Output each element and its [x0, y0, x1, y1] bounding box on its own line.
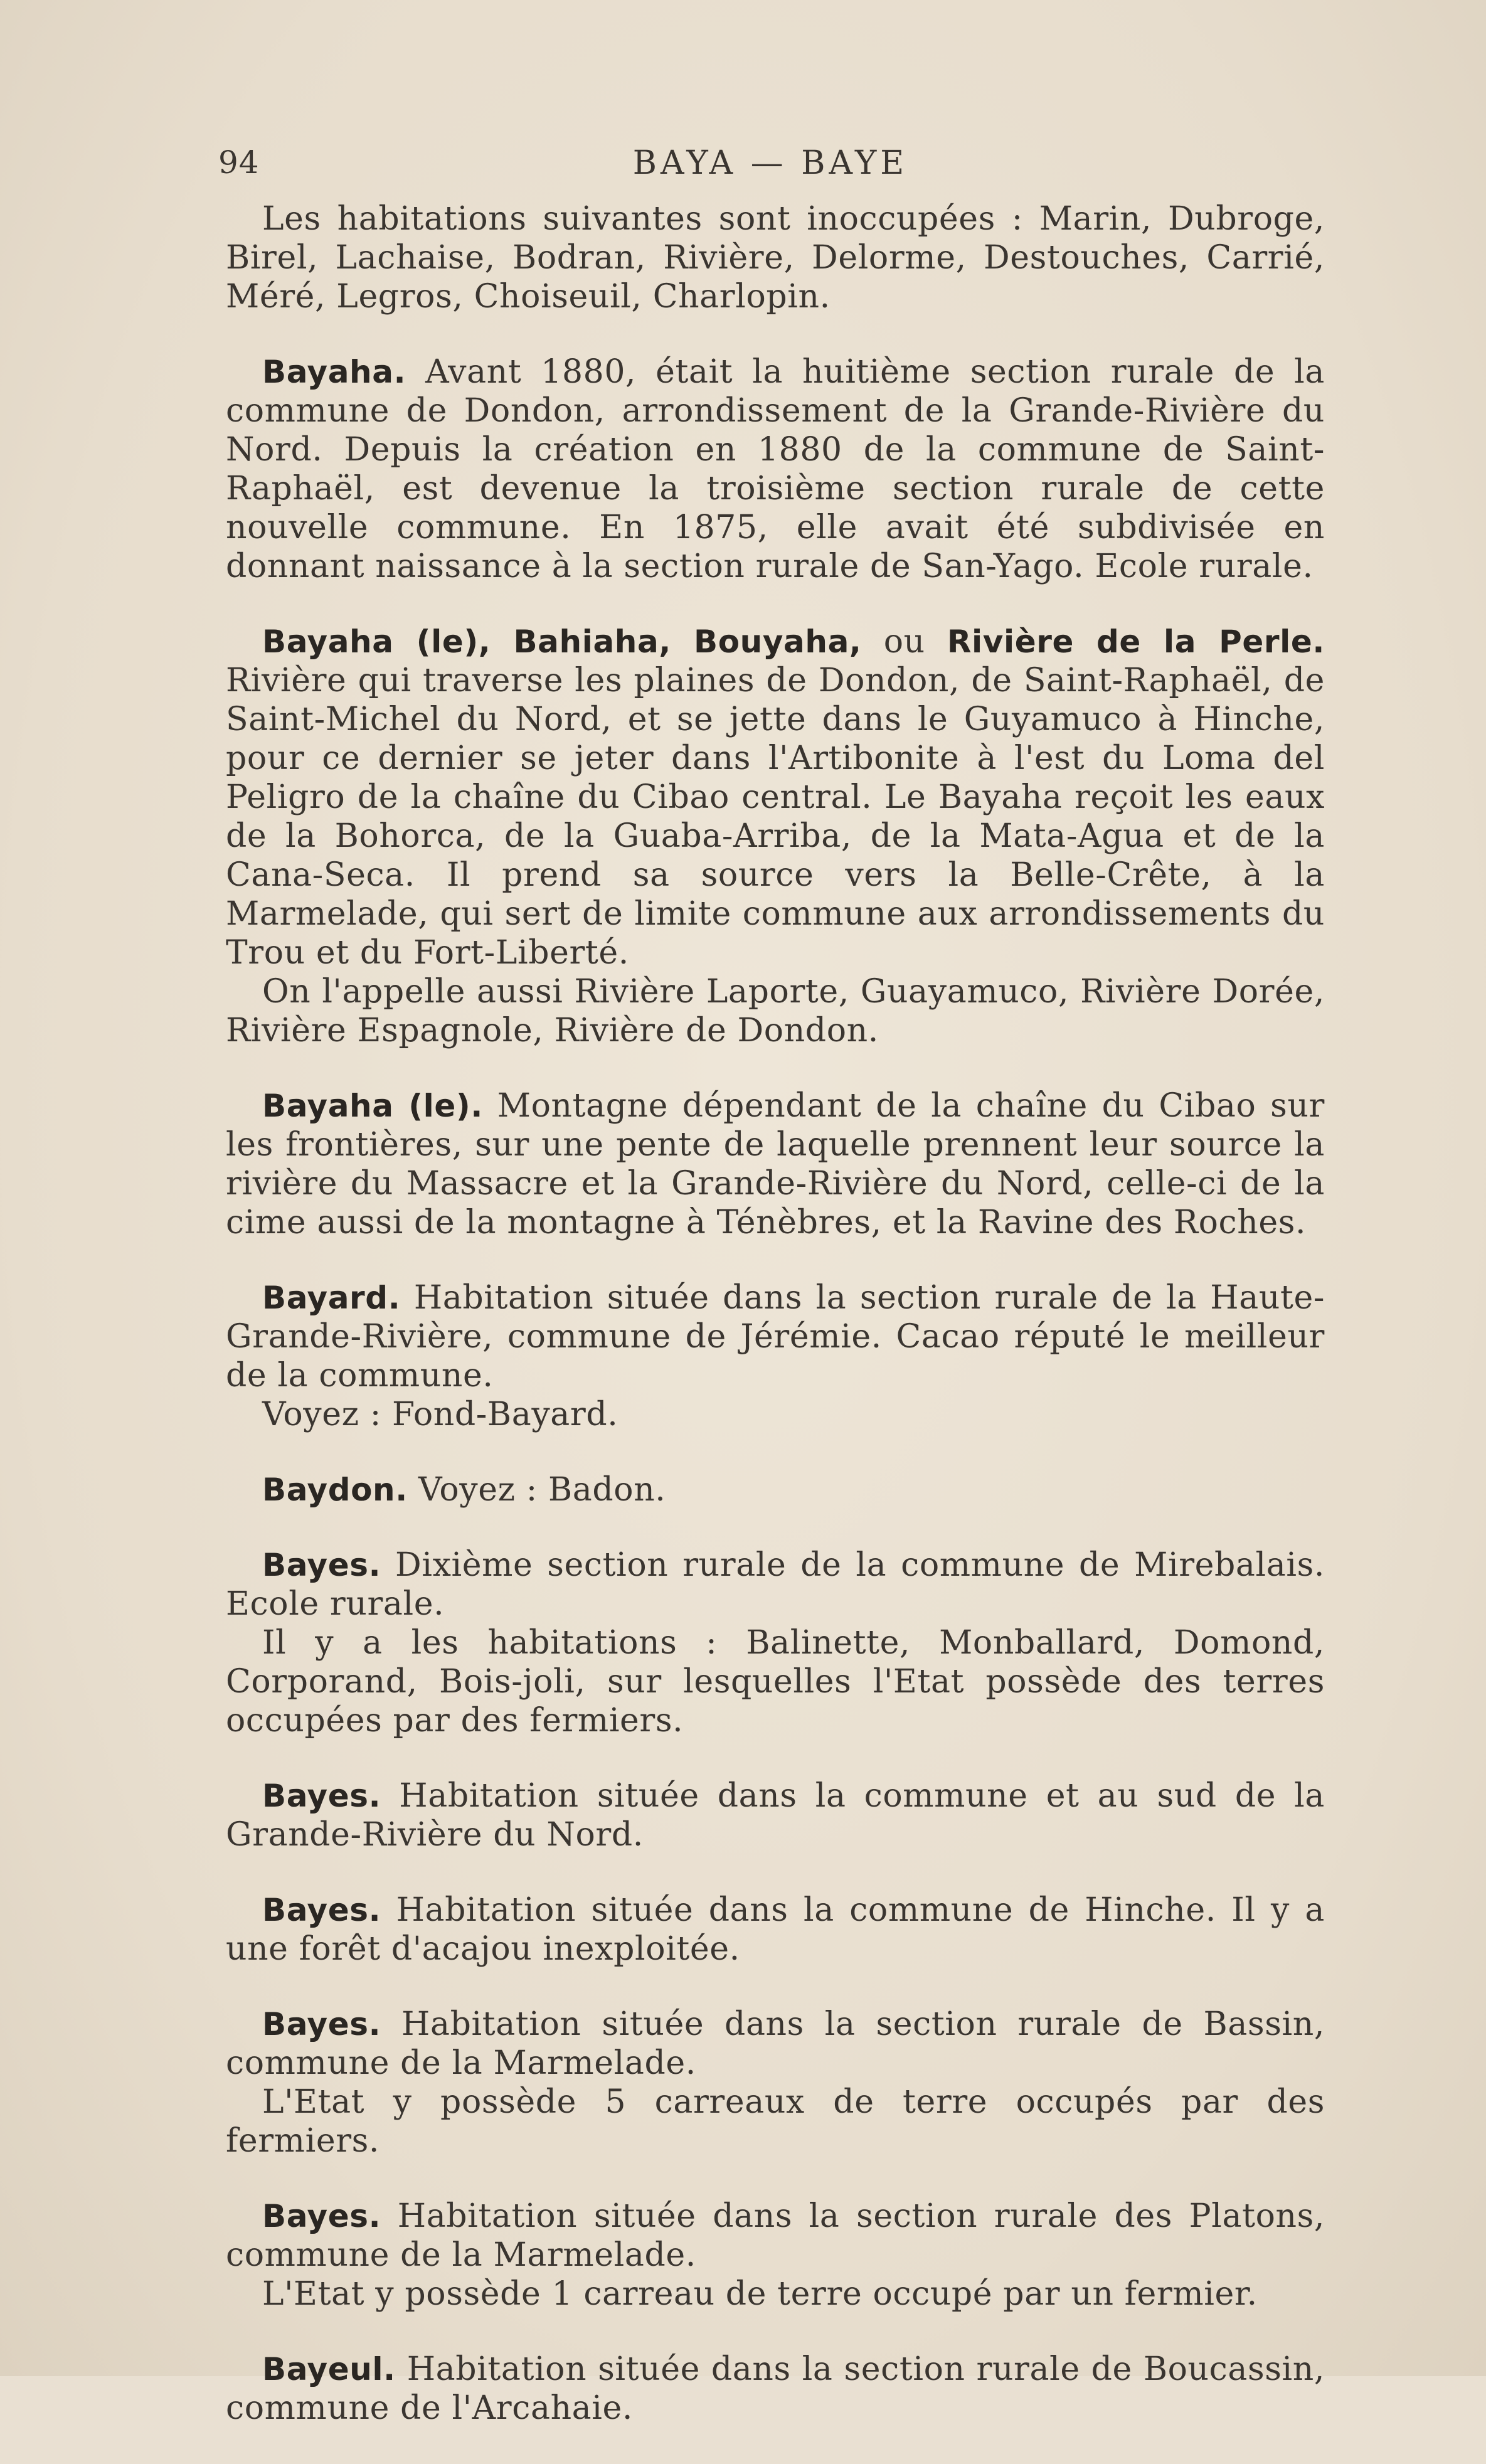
entry-paragraph — [226, 353, 1325, 586]
entry-text: Habitation située dans la section rurale des Platons, commune de la Marmelade. — [226, 2197, 1325, 2274]
entry-text: Habitation située dans la section rurale de Bassin, commune de la Marmelade. — [226, 2005, 1325, 2082]
dictionary-entry — [226, 1776, 1325, 1854]
entry-text: Avant 1880, était la huitième section rurale de la commune de Dondon, arrondissement de la Grande-Rivière du Nord. Depuis la création en 1880 de la commune de Saint-Raphaël, est devenue la troisième section rurale de cette nouvelle commune. En 1875, elle avait été subdivisée en donnant naissance à la section rurale de San-Yago. Ecole rurale. — [226, 353, 1325, 585]
dictionary-entry — [226, 353, 1325, 586]
dictionary-entry — [226, 622, 1325, 1050]
entry-paragraph — [226, 1891, 1325, 1968]
entry-text: Habitation située dans la section rurale de la Haute-Grande-Rivière, commune de Jérémie. Cacao réputé le meilleur de la commune. — [226, 1279, 1325, 1394]
entry-paragraph — [226, 1278, 1325, 1395]
entry-text: Voyez : Badon. — [418, 1471, 666, 1509]
dictionary-entry — [226, 1891, 1325, 1968]
dictionary-entry — [226, 2350, 1325, 2428]
intro-paragraph — [226, 199, 1325, 316]
entry-headword: Baydon. — [262, 1472, 408, 1508]
entry-headword: Bayes. — [262, 2006, 381, 2042]
entry-paragraph: L'Etat y possède 1 carreau de terre occupé par un fermier. — [262, 2275, 1258, 2313]
dictionary-entry — [226, 2005, 1325, 2160]
entry-paragraph: Voyez : Fond-Bayard. — [262, 1396, 618, 1433]
page-body — [226, 199, 1325, 2464]
intro-text: Les habitations suivantes sont inoccupées : Marin, Dubroge, Birel, Lachaise, Bodran, Rivière, Delorme, Destouches, Carrié, Méré, Legros, Choiseuil, Charlopin. — [226, 200, 1325, 316]
headword-connector: ou — [883, 623, 925, 661]
entry-text: Dixième section rurale de la commune de Mirebalais. Ecole rurale. — [226, 1546, 1325, 1623]
entry-paragraph — [226, 622, 1325, 972]
dictionary-entry — [226, 2197, 1325, 2313]
entry-headword: Bayard. — [262, 1280, 401, 1316]
entry-headword: Bayaha. — [262, 354, 406, 390]
entry-text: Montagne dépendant de la chaîne du Cibao sur les frontières, sur une pente de laquelle prennent leur source la rivière du Massacre et la Grande-Rivière du Nord, celle-ci de la cime aussi de la montagne à Ténèbres, et la Ravine des Roches. — [226, 1087, 1325, 1241]
entry-text: Rivière qui traverse les plaines de Dondon, de Saint-Raphaël, de Saint-Michel du Nord, et se jette dans le Guyamuco à Hinche, pour ce dernier se jeter dans l'Artibonite à l'est du Loma del Peligro de la chaîne du Cibao central. Le Bayaha reçoit les eaux de la Bohorca, de la Guaba-Arriba, de la Mata-Agua et de la Cana-Seca. Il prend sa source vers la Belle-Crête, à la Marmelade, qui sert de limite commune aux arrondissements du Trou et du Fort-Liberté. — [226, 662, 1325, 972]
entry-paragraph: L'Etat y possède 5 carreaux de terre occupés par des fermiers. — [226, 2083, 1325, 2160]
entry-paragraph: Il y a les habitations : Balinette, Monballard, Domond, Corporand, Bois-joli, sur lesquelles l'Etat possède des terres occupées par des fermiers. — [226, 1624, 1325, 1739]
entry-headword: Bayeul. — [262, 2351, 396, 2387]
entry-text: Habitation située dans la section rurale de Boucassin, commune de l'Arcahaie. — [226, 2350, 1325, 2427]
dictionary-entry — [226, 1278, 1325, 1434]
entry-text: Habitation située dans la commune et au sud de la Grande-Rivière du Nord. — [226, 1777, 1325, 1854]
entry-text: Habitation située dans la commune de Hinche. Il y a une forêt d'acajou inexploitée. — [226, 1891, 1325, 1968]
page-header — [218, 144, 1322, 188]
entry-paragraph — [226, 2350, 1325, 2428]
entry-headword: Bayes. — [262, 1892, 381, 1928]
entry-paragraph — [226, 1546, 1325, 1623]
entry-headword: Bayes. — [262, 1547, 381, 1583]
entry-headword: Bayaha (le), Bahiaha, Bouyaha, — [262, 624, 862, 660]
dictionary-entry — [226, 1546, 1325, 1740]
entry-paragraph: On l'appelle aussi Rivière Laporte, Guayamuco, Rivière Dorée, Rivière Espagnole, Rivière de Dondon. — [226, 973, 1325, 1049]
entry-headword: Bayes. — [262, 1778, 381, 1814]
running-head: BAYA — BAYE — [632, 144, 908, 182]
entry-headword: Bayes. — [262, 2198, 381, 2234]
entry-headword: Bayaha (le). — [262, 1088, 483, 1124]
entry-paragraph — [226, 2197, 1325, 2275]
entry-paragraph — [226, 1086, 1325, 1242]
dictionary-entry — [226, 1470, 1325, 1509]
entry-paragraph — [226, 1776, 1325, 1854]
dictionary-entry — [226, 1086, 1325, 1242]
page-number: 94 — [218, 144, 260, 181]
entry-paragraph — [226, 2005, 1325, 2083]
entry-headword-tail: Rivière de la Perle. — [947, 624, 1325, 660]
entry-paragraph — [226, 1470, 1325, 1509]
